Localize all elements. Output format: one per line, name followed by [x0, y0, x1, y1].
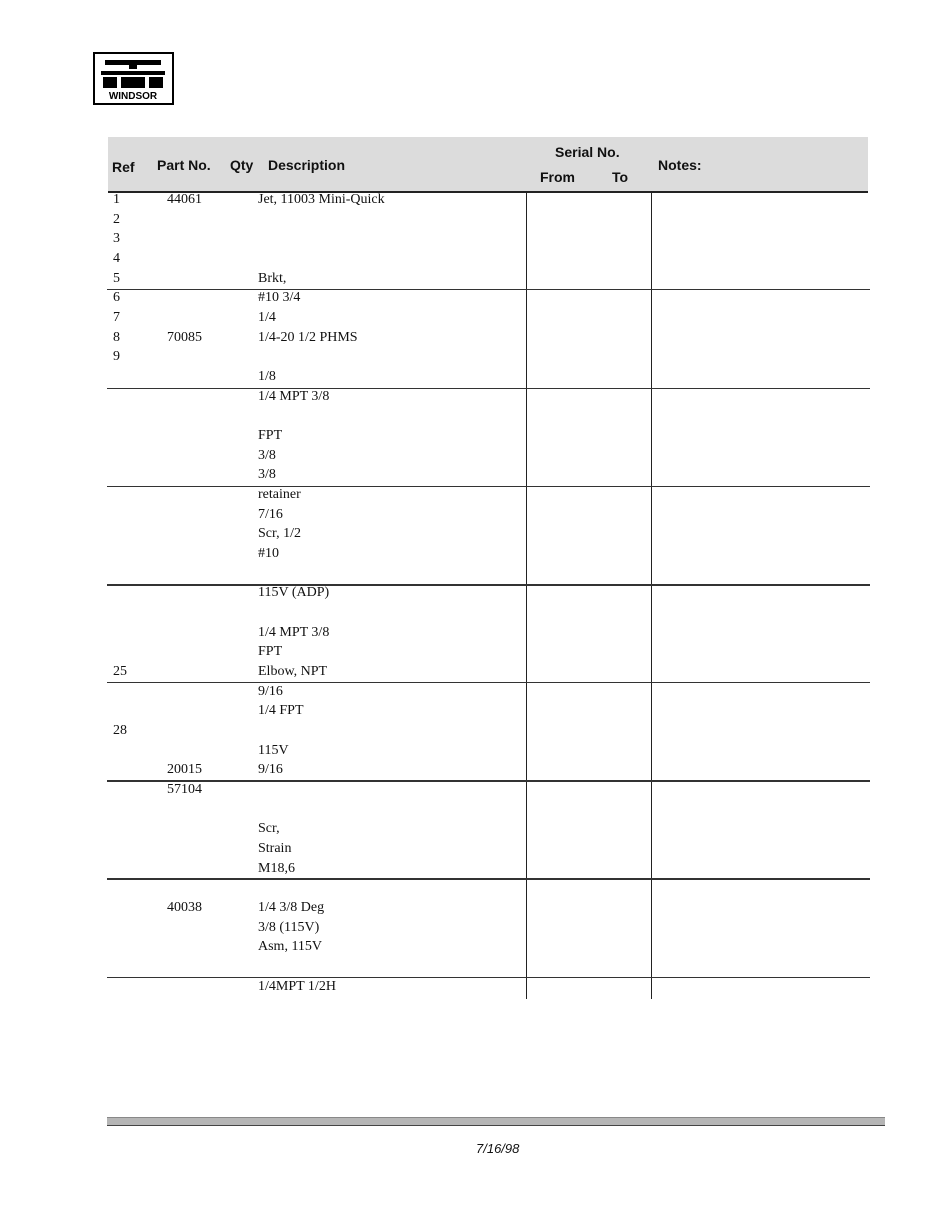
row-description: #10 [258, 546, 279, 562]
row-description: Scr, [258, 821, 280, 837]
row-part-no: 20015 [167, 762, 202, 778]
row-description: 1/4 [258, 310, 276, 326]
row-ref: 3 [113, 231, 120, 247]
table-header [108, 137, 868, 193]
header-ref: Ref [112, 159, 135, 175]
logo-text: WINDSOR [108, 91, 158, 102]
row-description: 3/8 [258, 467, 276, 483]
row-ref: 28 [113, 723, 127, 739]
row-ref: 5 [113, 270, 120, 286]
footer-bar [107, 1117, 885, 1126]
row-ref: 6 [113, 290, 120, 306]
row-description: 3/8 (115V) [258, 919, 320, 935]
row-ref: 7 [113, 310, 120, 326]
group-divider [107, 780, 870, 782]
row-part-no: 40038 [167, 900, 202, 916]
row-description: #10 3/4 [258, 290, 301, 306]
footer-date: 7/16/98 [476, 1141, 520, 1156]
group-divider [107, 682, 870, 683]
row-ref: 9 [113, 349, 120, 365]
row-description: Jet, 11003 Mini-Quick [258, 192, 385, 207]
row-description: 1/4 MPT 3/8 [258, 624, 330, 640]
row-description: 1/4MPT 1/2H [258, 978, 336, 994]
header-qty: Qty [230, 157, 254, 173]
header-from: From [540, 169, 575, 185]
row-description: 1/4 FPT [258, 703, 304, 719]
row-description: 1/4 3/8 Deg [258, 900, 325, 916]
row-description: 9/16 [258, 762, 283, 778]
header-notes: Notes: [658, 157, 702, 173]
row-part-no: 57104 [167, 782, 202, 798]
group-divider [107, 388, 870, 389]
row-description: 115V [258, 742, 289, 758]
row-description: Elbow, NPT [258, 664, 328, 680]
row-description: 9/16 [258, 683, 283, 699]
row-description: Brkt, [258, 270, 287, 286]
group-divider [107, 878, 870, 880]
row-description: M18,6 [258, 860, 295, 876]
header-to: To [612, 169, 629, 185]
row-description: FPT [258, 428, 283, 444]
row-ref: 4 [113, 251, 120, 266]
row-description: FPT [258, 644, 283, 660]
group-divider [107, 289, 870, 290]
row-description: 115V (ADP) [258, 585, 330, 601]
header-description: Description [268, 157, 346, 173]
row-part-no: 44061 [167, 192, 202, 207]
row-description: 7/16 [258, 506, 283, 522]
row-description: 1/4 MPT 3/8 [258, 388, 330, 404]
row-description: retainer [258, 487, 301, 503]
row-description: Asm, 115V [258, 939, 323, 955]
windsor-logo [93, 52, 174, 105]
row-description: 1/8 [258, 369, 276, 385]
row-description: Strain [258, 841, 292, 857]
row-part-no: 70085 [167, 329, 202, 345]
group-divider [107, 584, 870, 586]
row-description: 3/8 [258, 447, 276, 463]
row-ref: 8 [113, 329, 120, 345]
row-description: 1/4-20 1/2 PHMS [258, 329, 358, 345]
row-ref: 25 [113, 664, 127, 680]
row-ref: 1 [113, 192, 120, 207]
header-part-no: Part No. [157, 157, 211, 173]
row-description: Scr, 1/2 [258, 526, 301, 542]
row-ref: 2 [113, 211, 120, 227]
group-divider [107, 486, 870, 487]
group-divider [107, 977, 870, 978]
header-serial-no: Serial No. [555, 144, 620, 160]
